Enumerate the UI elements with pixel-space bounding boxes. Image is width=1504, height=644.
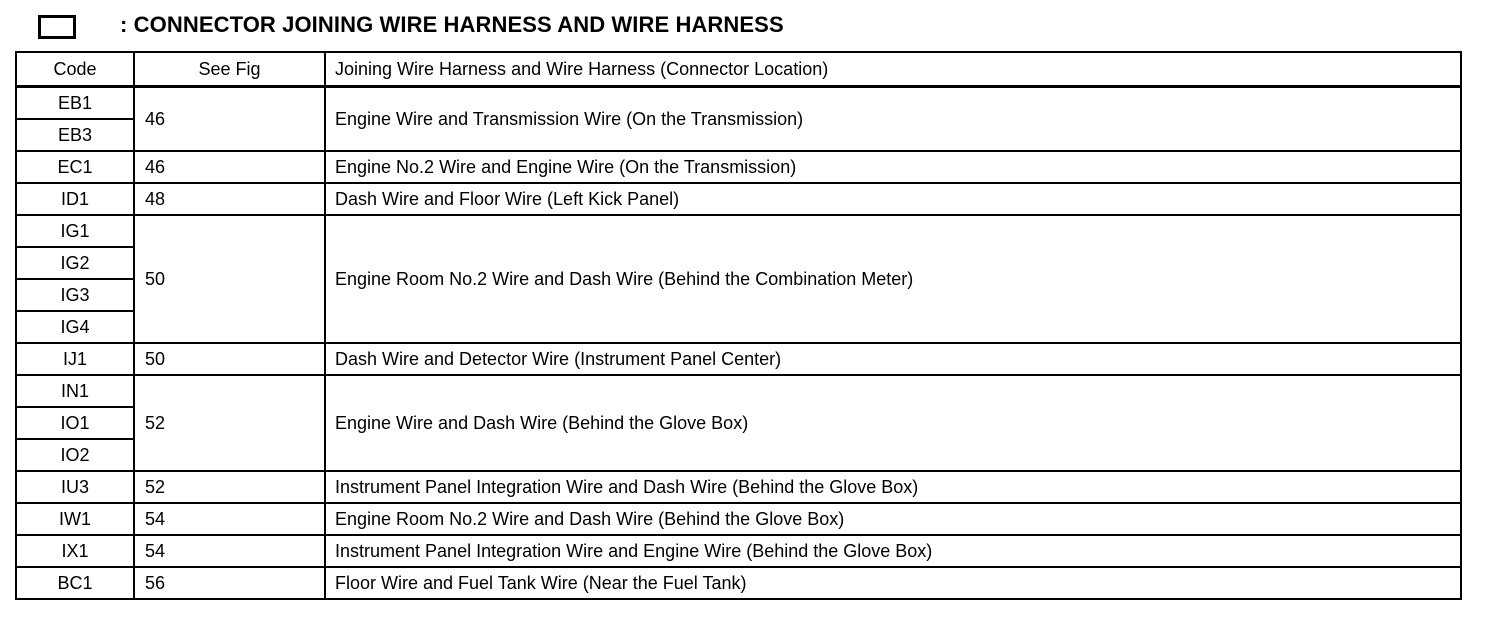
- header-code: Code: [16, 52, 134, 87]
- table-row: [16, 535, 1461, 567]
- see-fig-number: 56: [134, 567, 325, 599]
- header-see-fig: See Fig: [134, 52, 325, 87]
- see-fig-number: 54: [134, 535, 325, 567]
- see-fig-number: 50: [134, 343, 325, 375]
- see-fig-number: 52: [134, 471, 325, 503]
- connector-table: [15, 51, 1462, 600]
- connector-location-description: Dash Wire and Detector Wire (Instrument Panel Center): [325, 343, 1461, 375]
- connector-code: EB3: [16, 119, 134, 151]
- table-row: [16, 471, 1461, 503]
- connector-location-description: Engine Room No.2 Wire and Dash Wire (Behind the Combination Meter): [325, 215, 1461, 343]
- connector-code: IJ1: [16, 343, 134, 375]
- connector-location-description: Engine No.2 Wire and Engine Wire (On the Transmission): [325, 151, 1461, 183]
- connector-code: IG3: [16, 279, 134, 311]
- connector-code: IO2: [16, 439, 134, 471]
- header-description: Joining Wire Harness and Wire Harness (Connector Location): [325, 52, 1461, 87]
- connector-code: EB1: [16, 87, 134, 120]
- connector-code: IG2: [16, 247, 134, 279]
- table-row: [16, 375, 1461, 407]
- table-row: [16, 503, 1461, 535]
- table-row: [16, 567, 1461, 599]
- table-row: [16, 215, 1461, 247]
- connector-location-description: Engine Wire and Dash Wire (Behind the Glove Box): [325, 375, 1461, 471]
- connector-legend-box: [38, 15, 76, 39]
- table-row: [16, 151, 1461, 183]
- connector-code: IX1: [16, 535, 134, 567]
- connector-code: IO1: [16, 407, 134, 439]
- table-row: [16, 343, 1461, 375]
- page-header: [38, 8, 784, 42]
- connector-code: IN1: [16, 375, 134, 407]
- see-fig-number: 48: [134, 183, 325, 215]
- connector-location-description: Engine Room No.2 Wire and Dash Wire (Behind the Glove Box): [325, 503, 1461, 535]
- connector-code: IG1: [16, 215, 134, 247]
- connector-code: IU3: [16, 471, 134, 503]
- see-fig-number: 54: [134, 503, 325, 535]
- connector-code: IG4: [16, 311, 134, 343]
- connector-location-description: Instrument Panel Integration Wire and Dash Wire (Behind the Glove Box): [325, 471, 1461, 503]
- connector-table-body: [16, 52, 1461, 599]
- connector-location-description: Dash Wire and Floor Wire (Left Kick Panel): [325, 183, 1461, 215]
- connector-code: ID1: [16, 183, 134, 215]
- page-title: : CONNECTOR JOINING WIRE HARNESS AND WIRE HARNESS: [120, 12, 784, 37]
- connector-code: IW1: [16, 503, 134, 535]
- see-fig-number: 46: [134, 151, 325, 183]
- table-row: [16, 183, 1461, 215]
- see-fig-number: 52: [134, 375, 325, 471]
- table-row: [16, 87, 1461, 120]
- see-fig-number: 50: [134, 215, 325, 343]
- connector-location-description: Floor Wire and Fuel Tank Wire (Near the Fuel Tank): [325, 567, 1461, 599]
- connector-location-description: Engine Wire and Transmission Wire (On the Transmission): [325, 87, 1461, 152]
- connector-location-description: Instrument Panel Integration Wire and Engine Wire (Behind the Glove Box): [325, 535, 1461, 567]
- connector-code: BC1: [16, 567, 134, 599]
- table-header-row: [16, 52, 1461, 87]
- connector-code: EC1: [16, 151, 134, 183]
- see-fig-number: 46: [134, 87, 325, 152]
